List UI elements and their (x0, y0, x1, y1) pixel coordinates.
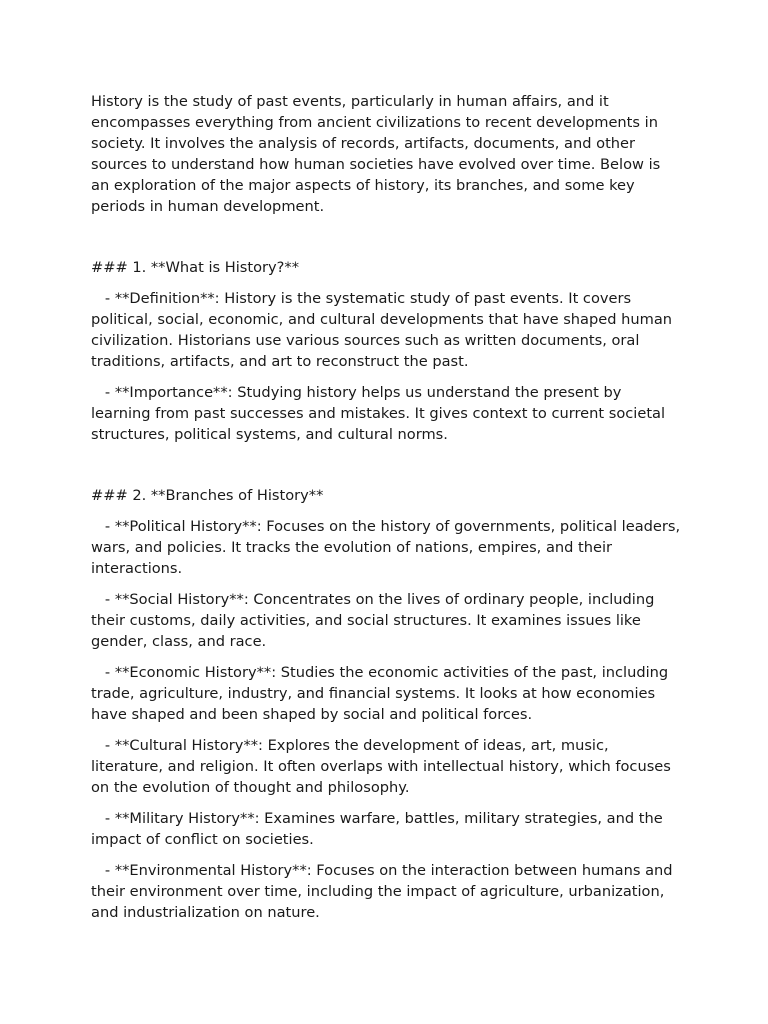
section-spacer (91, 455, 683, 485)
military-history-paragraph: - **Military History**: Examines warfare, battles, military strategies, and the impact of conflict on societies. (91, 810, 668, 848)
economic-history-paragraph: - **Economic History**: Studies the economic activities of the past, including trade, agriculture, industry, and financial systems. It looks at how economies have shaped and been shaped by social and political forces. (91, 664, 673, 723)
cultural-history-paragraph: - **Cultural History**: Explores the development of ideas, art, music, literature, and religion. It often overlaps with intellectual history, which focuses on the evolution of thought and philosophy. (91, 737, 676, 796)
section-branches-of-history (91, 485, 683, 923)
section-heading: ### 1. **What is History?** (91, 259, 300, 276)
intro-paragraph: History is the study of past events, particularly in human affairs, and it encompasses everything from ancient civilizations to recent developments in society. It involves the analysis of records, artifacts, documents, and other sources to understand how human societies have evolved over time. Below is an exploration of the major aspects of history, its branches, and some key periods in human development. (91, 93, 661, 215)
definition-paragraph: - **Definition**: History is the systematic study of past events. It covers political, social, economic, and cultural developments that have shaped human civilization. Historians use various sources such as written documents, oral traditions, artifacts, and art to reconstruct the past. (91, 290, 677, 370)
political-history-paragraph: - **Political History**: Focuses on the history of governments, political leaders, wars, and policies. It tracks the evolution of nations, empires, and their interactions. (91, 518, 685, 577)
environmental-history-paragraph: - **Environmental History**: Focuses on the interaction between humans and their environment over time, including the impact of agriculture, urbanization, and industrialization on nature. (91, 862, 678, 921)
importance-paragraph: - **Importance**: Studying history helps us understand the present by learning from past successes and mistakes. It gives context to current societal structures, political systems, and cultural norms. (91, 384, 670, 443)
social-history-paragraph: - **Social History**: Concentrates on the lives of ordinary people, including their customs, daily activities, and social structures. It examines issues like gender, class, and race. (91, 591, 660, 650)
section-heading: ### 2. **Branches of History** (91, 487, 324, 504)
document-page (91, 91, 683, 933)
section-what-is-history (91, 257, 683, 445)
